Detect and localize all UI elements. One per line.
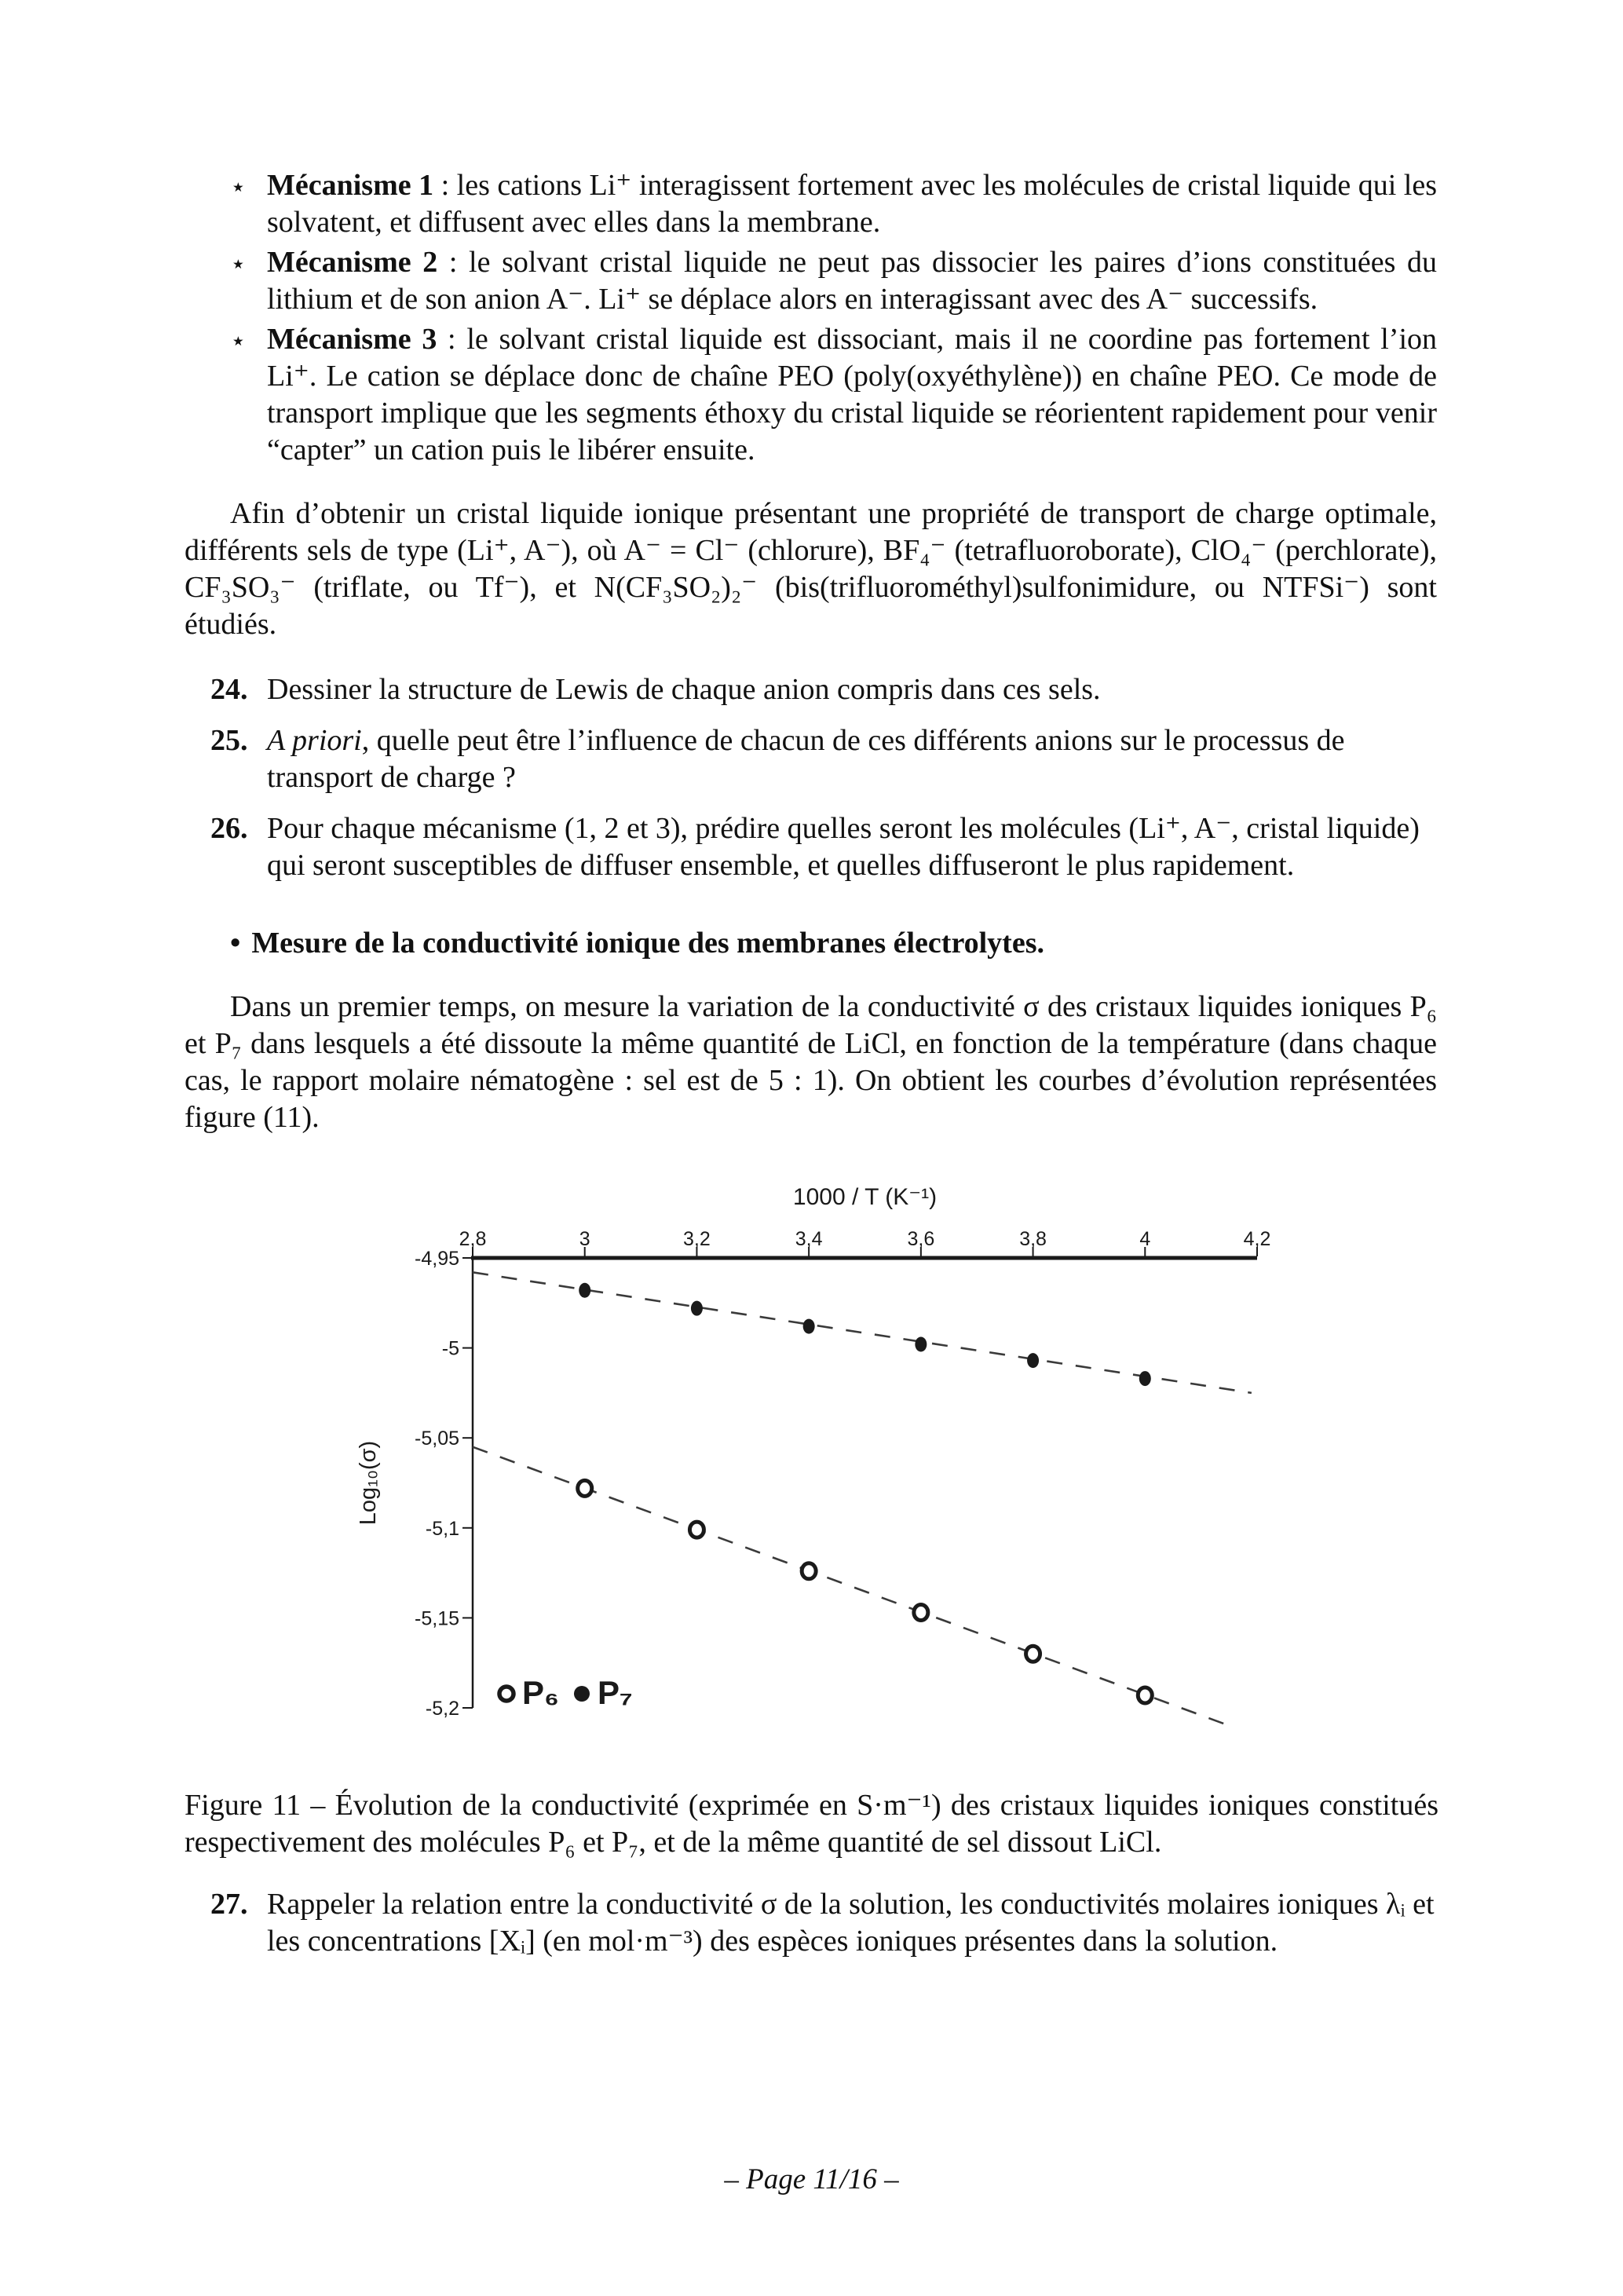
p6-point [914,1605,928,1621]
p6-point [1026,1646,1040,1662]
star-bullet-icon: ⋆ [230,248,247,279]
question-number: 25. [210,724,248,757]
mechanism-text: : le solvant cristal liquide est dissociant, mais il ne coordine pas fortement l’ion Li⁺. Le cation se déplace donc de chaîne PEO (poly(oxyéthylène)) en chaîne PEO. Ce mode de transport implique que les segments éthoxy du cristal liquide se réorientent rapidement pour venir “capter” un cation puis le libérer ensuite. [267,323,1437,466]
y-tick-label: -5,2 [425,1698,459,1720]
question-text: A priori, quelle peut être l’influence de chacun de ces différents anions sur le processus de transport de charge ? [267,724,1345,794]
p6-point [689,1522,704,1537]
p7-point [579,1283,590,1298]
questions-block [185,671,1437,884]
mechanism-label: Mécanisme 2 [267,246,438,279]
legend-p7-marker-icon [574,1686,590,1702]
y-tick-label: -5,05 [415,1428,459,1450]
y-tick-label: -4,95 [415,1248,459,1270]
mechanism-text: : le solvant cristal liquide ne peut pas dissocier les paires d’ions constituées du lithium et de son anion A⁻. Li⁺ se déplace alors en interagissant avec des A⁻ successifs. [267,246,1437,316]
y-axis-label: Log₁₀(σ) [356,1440,381,1526]
p7-point [803,1319,815,1334]
x-tick-label: 2,8 [459,1228,487,1250]
body-text [185,167,1437,1136]
p6-point [578,1480,592,1496]
p7-point [915,1337,927,1352]
p7-point [1139,1371,1151,1386]
question-text: Dessiner la structure de Lewis de chaque anion compris dans ces sels. [267,673,1101,706]
p6-point [1138,1687,1152,1703]
x-tick-label: 3,2 [683,1228,711,1250]
y-tick-label: -5,15 [415,1607,459,1630]
x-tick-label: 3,4 [795,1228,823,1250]
question-number: 26. [210,812,248,845]
question-text: Pour chaque mécanisme (1, 2 et 3), prédire quelles seront les molécules (Li⁺, A⁻, cristal liquide) qui seront susceptibles de diffuser ensemble, et quelles diffuseront le plus rapidement. [267,812,1420,882]
legend-p6-label: P₆ [522,1674,560,1711]
bullet-icon: • [230,927,241,960]
chart-title: 1000 / T (K⁻¹) [792,1184,938,1210]
star-bullet-icon: ⋆ [230,171,247,202]
p7-point [1027,1353,1039,1368]
question-25 [210,722,1437,796]
question-lead: A priori [267,724,362,757]
x-tick-label: 3 [579,1228,590,1250]
paragraph-measure: Dans un premier temps, on mesure la variation de la conductivité σ des cristaux liquides ioniques P₆ et P₇ dans lesquels a été dissoute la même quantité de LiCl, en fonction de la température (dans chaque cas, le rapport molaire nématogène : sel est de 5 : 1). On obtient les courbes d’évolution représentées figure (11). [185,990,1437,1134]
mechanism-item-1 [230,167,1438,241]
question-number: 27. [210,1888,248,1921]
x-tick-label: 4 [1139,1228,1151,1250]
mechanism-label: Mécanisme 3 [267,323,437,356]
mechanism-item-2 [230,244,1437,318]
question-27 [210,1886,1438,1960]
x-tick-label: 4,2 [1243,1228,1271,1250]
star-bullet-icon: ⋆ [230,325,247,356]
mechanism-label: Mécanisme 1 [267,169,434,202]
mechanism-text: : les cations Li⁺ interagissent fortement avec les molécules de cristal liquide qui les solvatent, et diffusent avec elles dans la membrane. [267,169,1438,239]
figure-11-conductivity-chart [0,1154,1623,1751]
page-footer: – Page 11/16 – [724,2163,899,2195]
question-text: Rappeler la relation entre la conductivité σ de la solution, les conductivités molaires ioniques λᵢ et les concentrations [Xᵢ] (en mol·m⁻³) des espèces ioniques présentes dans la solution. [267,1888,1435,1958]
question-26 [210,810,1437,884]
question-27-block [185,1886,1438,1960]
mechanism-list [185,167,1437,469]
figure-caption: Figure 11 – Évolution de la conductivité (exprimée en S·m⁻¹) des cristaux liquides ioniques constitués respectivement des molécules P₆ et P₇, et de la même quantité de sel dissout LiCl. [185,1789,1438,1859]
legend-p7-label: P₇ [598,1674,633,1711]
question-24 [210,671,1437,708]
legend-p6-marker-icon [499,1687,514,1701]
mechanism-item-3 [230,321,1437,469]
x-tick-label: 3,8 [1019,1228,1047,1250]
p7-point [691,1301,703,1316]
section-heading [230,925,1437,962]
section-heading-text: Mesure de la conductivité ionique des membranes électrolytes. [251,927,1044,960]
y-tick-label: -5,1 [425,1517,459,1540]
x-tick-label: 3,6 [907,1228,935,1250]
p6-point [802,1563,816,1579]
question-number: 24. [210,673,248,706]
y-tick-label: -5 [441,1337,459,1360]
paragraph-salts: Afin d’obtenir un cristal liquide ionique présentant une propriété de transport de charge optimale, différents sels de type (Li⁺, A⁻), où A⁻ = Cl⁻ (chlorure), BF₄⁻ (tetrafluoroborate), ClO₄⁻ (perchlorate), CF₃SO₃⁻ (triflate, ou Tf⁻), et N(CF₃SO₂)₂⁻ (bis(trifluorométhyl)sulfonimidure, ou NTFSi⁻) sont étudiés. [185,497,1437,641]
